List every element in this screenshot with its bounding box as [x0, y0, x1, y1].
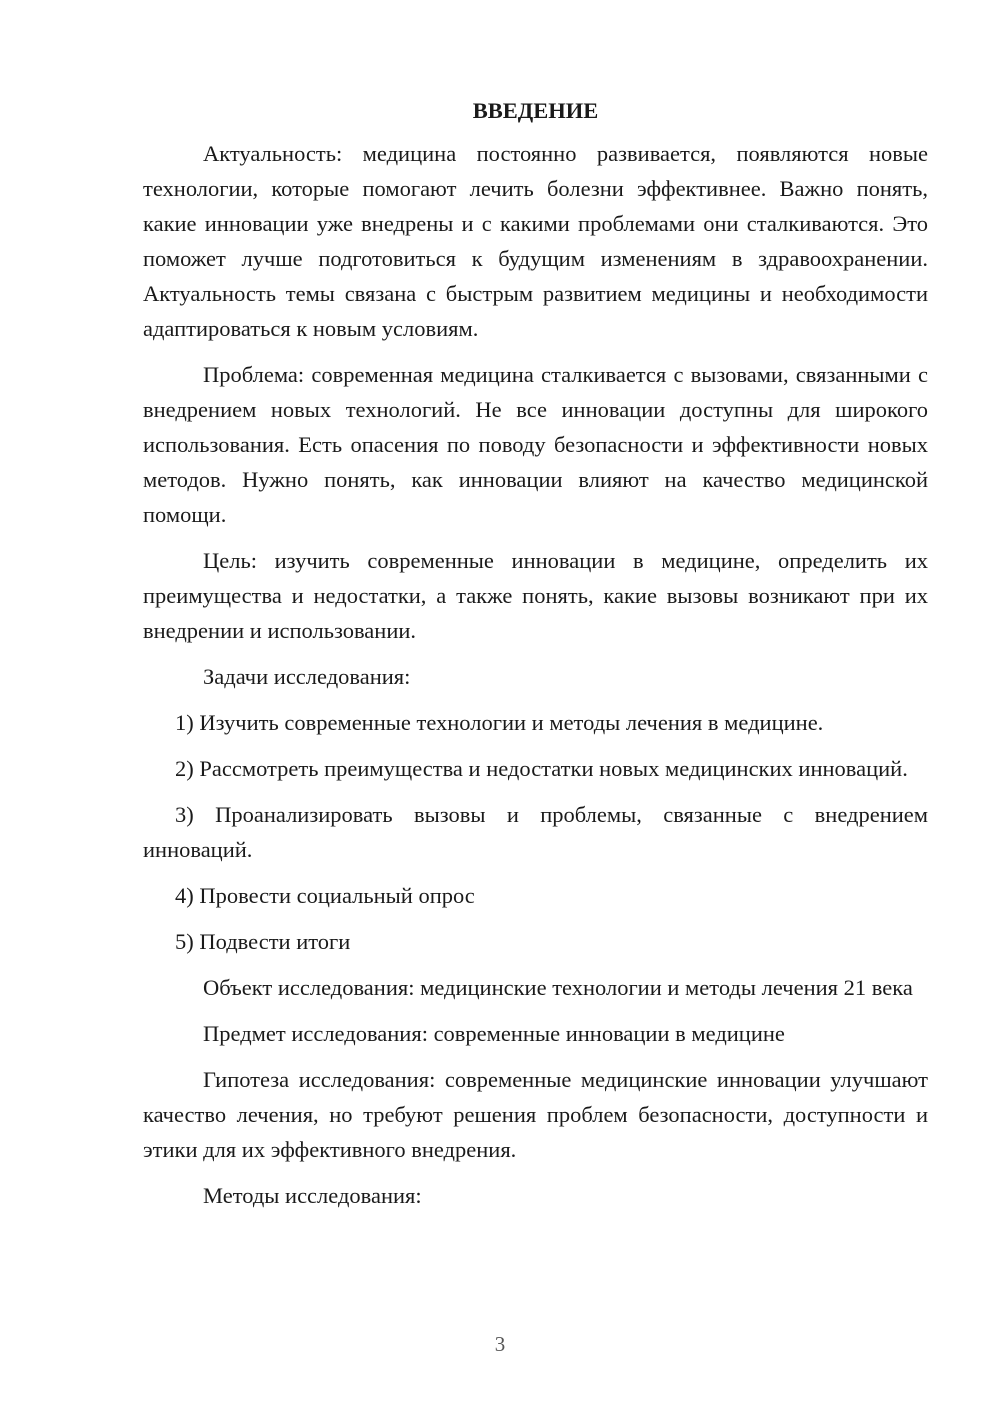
task-item-5: 5) Подвести итоги [175, 929, 351, 954]
task-item-1: 1) Изучить современные технологии и методы лечения в медицине. [175, 710, 824, 735]
page-number: 3 [494, 1332, 506, 1356]
subject-paragraph: Предмет исследования: современные инновации в медицине [203, 1021, 785, 1046]
task-item-3: 3) Проанализировать вызовы и проблемы, связанные с внедрением инноваций. [143, 802, 928, 862]
page-title: ВВЕДЕНИЕ [472, 98, 599, 123]
object-paragraph: Объект исследования: медицинские технологии и методы лечения 21 века [203, 975, 913, 1000]
task-item-4: 4) Провести социальный опрос [175, 883, 475, 908]
methods-paragraph: Методы исследования: [203, 1183, 422, 1208]
goal-paragraph: Цель: изучить современные инновации в медицине, определить их преимущества и недостатки, а также понять, какие вызовы возникают при их внедрении и использовании. [143, 548, 928, 643]
problem-paragraph: Проблема: современная медицина сталкивается с вызовами, связанными с внедрением новых технологий. Не все инновации доступны для широкого использования. Есть опасения по поводу безопасности и эффективности новых методов. Нужно понять, как инновации влияют на качество медицинской помощи. [143, 362, 928, 527]
tasks-heading: Задачи исследования: [203, 664, 411, 689]
task-item-2: 2) Рассмотреть преимущества и недостатки новых медицинских инноваций. [175, 756, 908, 781]
relevance-paragraph: Актуальность: медицина постоянно развивается, появляются новые технологии, которые помогают лечить болезни эффективнее. Важно понять, какие инновации уже внедрены и с какими проблемами они сталкиваются. Это поможет лучше подготовиться к будущим изменениям в здравоохранении. Актуальность темы связана с быстрым развитием медицины и необходимости адаптироваться к новым условиям. [143, 141, 928, 341]
document-page [143, 96, 928, 1224]
hypothesis-paragraph: Гипотеза исследования: современные медицинские инновации улучшают качество лечения, но требуют решения проблем безопасности, доступности и этики для их эффективного внедрения. [143, 1067, 928, 1162]
